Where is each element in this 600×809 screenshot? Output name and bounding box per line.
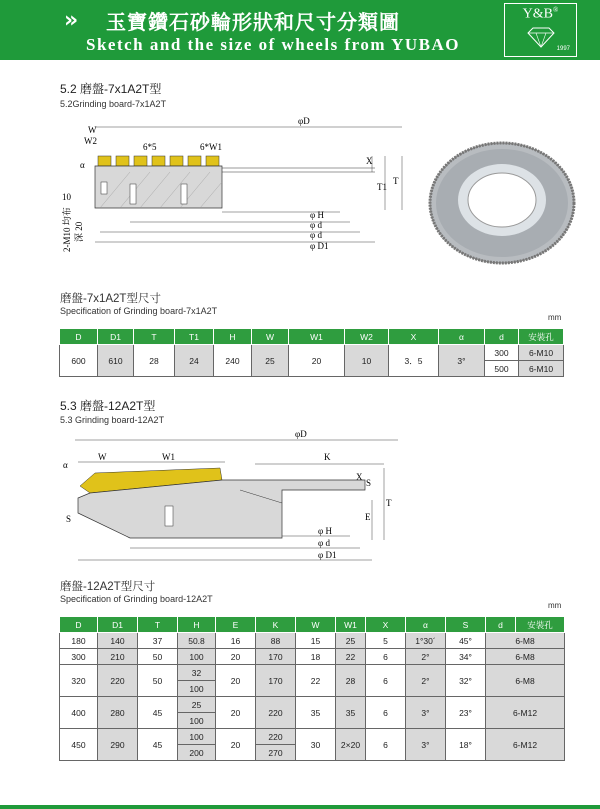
table2-unit: mm bbox=[548, 601, 562, 610]
footer-bar bbox=[0, 805, 600, 809]
table-row bbox=[60, 665, 565, 681]
logo-text: Y&B bbox=[522, 6, 553, 22]
table1-header: W bbox=[252, 329, 289, 345]
table2-header: W1 bbox=[336, 617, 366, 633]
drawing1-label-d1: φ d bbox=[310, 220, 322, 230]
table1-header: W1 bbox=[289, 329, 345, 345]
table-cell: 6-M12 bbox=[486, 697, 565, 729]
table-cell: 300 bbox=[485, 345, 519, 361]
table-cell: 270 bbox=[256, 745, 296, 761]
table-cell: 32 bbox=[178, 665, 216, 681]
table2-title: 磨盤-12A2T型尺寸 bbox=[60, 581, 156, 593]
table-cell: 30 bbox=[296, 729, 336, 761]
table-cell: 220 bbox=[256, 729, 296, 745]
page-title-chinese: 玉寶鑽石砂輪形狀和尺寸分類圖 bbox=[106, 10, 400, 34]
table-cell: 280 bbox=[98, 697, 138, 729]
drawing2-label-d: φ d bbox=[318, 538, 330, 548]
table2-header: α bbox=[406, 617, 446, 633]
table2-header: H bbox=[178, 617, 216, 633]
wheel-photo bbox=[422, 138, 582, 268]
drawing2-label-D1: φ D1 bbox=[318, 550, 337, 560]
table-row bbox=[60, 729, 565, 745]
table-cell: 240 bbox=[214, 345, 252, 377]
table-cell: 450 bbox=[60, 729, 98, 761]
drawing1-label-alpha: α bbox=[80, 160, 85, 170]
drawing1-label-D1: φ D1 bbox=[310, 241, 329, 251]
table1-header: T bbox=[134, 329, 175, 345]
drawing1-label-X: X bbox=[366, 156, 373, 166]
table-cell: 2° bbox=[406, 665, 446, 697]
table-cell: 35 bbox=[296, 697, 336, 729]
table-cell: 10 bbox=[345, 345, 389, 377]
table1-header: α bbox=[439, 329, 485, 345]
table1-header: X bbox=[389, 329, 439, 345]
table-cell: 37 bbox=[138, 633, 178, 649]
table-cell: 20 bbox=[289, 345, 345, 377]
table-cell: 2° bbox=[406, 649, 446, 665]
diamond-icon bbox=[526, 26, 556, 48]
table-cell: 6 bbox=[366, 649, 406, 665]
table-cell: 180 bbox=[60, 633, 98, 649]
table-cell: 220 bbox=[98, 665, 138, 697]
table-cell: 45° bbox=[446, 633, 486, 649]
table-cell: 6 bbox=[366, 697, 406, 729]
diamond-segments bbox=[98, 156, 219, 166]
table-cell: 600 bbox=[60, 345, 98, 377]
table-cell: 100 bbox=[178, 713, 216, 729]
drawing1-label-H: φ H bbox=[310, 210, 324, 220]
table-cell: 100 bbox=[178, 649, 216, 665]
drawing2-label-S-left: S bbox=[66, 514, 72, 524]
table-cell: 6 bbox=[366, 665, 406, 697]
table1-subtitle: Specification of Grinding board-7x1A2T bbox=[60, 306, 218, 316]
table-cell: 50.8 bbox=[178, 633, 216, 649]
table-cell: 210 bbox=[98, 649, 138, 665]
table-row bbox=[60, 345, 564, 361]
table1-header: D bbox=[60, 329, 98, 345]
table1-title: 磨盤-7x1A2T型尺寸 bbox=[60, 293, 161, 305]
page-header bbox=[0, 0, 600, 60]
table-cell: 3° bbox=[406, 697, 446, 729]
table-cell: 35 bbox=[336, 697, 366, 729]
table-cell: 6-M10 bbox=[519, 345, 564, 361]
table2-header: S bbox=[446, 617, 486, 633]
section-5-3-subtitle: 5.3 Grinding board-12A2T bbox=[60, 415, 165, 425]
table2-header-row bbox=[60, 617, 565, 633]
drawing2-label-E: E bbox=[365, 512, 371, 522]
table1-header: H bbox=[214, 329, 252, 345]
table-cell: 45 bbox=[138, 729, 178, 761]
table-cell: 25 bbox=[252, 345, 289, 377]
table1-header: 安裝孔 bbox=[519, 329, 564, 345]
table-cell: 170 bbox=[256, 649, 296, 665]
table-cell: 6-M12 bbox=[486, 729, 565, 761]
table-cell: 88 bbox=[256, 633, 296, 649]
drawing-12a2t bbox=[0, 428, 600, 578]
drawing1-label-T: T bbox=[393, 176, 399, 186]
table2-subtitle: Specification of Grinding board-12A2T bbox=[60, 594, 213, 604]
table2-header: W bbox=[296, 617, 336, 633]
drawing2-label-W: W bbox=[98, 452, 107, 462]
table-cell: 25 bbox=[336, 633, 366, 649]
table-cell: 610 bbox=[98, 345, 134, 377]
table-cell: 5 bbox=[366, 633, 406, 649]
table-cell: 200 bbox=[178, 745, 216, 761]
table1-header-row bbox=[60, 329, 564, 345]
drawing1-label-6x5: 6*5 bbox=[143, 142, 157, 152]
table-cell: 20 bbox=[216, 697, 256, 729]
drawing1-label-T1: T1 bbox=[377, 182, 387, 192]
table-cell: 15 bbox=[296, 633, 336, 649]
brand-logo bbox=[504, 3, 577, 57]
section-5-2-title: 5.2 磨盤-7x1A2T型 bbox=[60, 82, 162, 96]
table1-unit: mm bbox=[548, 313, 562, 322]
drawing1-label-depth: 深 20 bbox=[74, 221, 84, 242]
table-cell: 100 bbox=[178, 681, 216, 697]
spec-table-7x1a2t bbox=[59, 328, 564, 377]
table2-header: E bbox=[216, 617, 256, 633]
drawing1-label-6xW1: 6*W1 bbox=[200, 142, 222, 152]
table-cell: 22 bbox=[296, 665, 336, 697]
table-cell: 6 bbox=[366, 729, 406, 761]
drawing2-label-W1: W1 bbox=[162, 452, 175, 462]
section-5-2-subtitle: 5.2Grinding board-7x1A2T bbox=[60, 99, 167, 109]
drawing1-label-holes: 2-M10 均布 bbox=[62, 207, 72, 252]
drawing1-label-D: φD bbox=[298, 116, 310, 126]
table2-header: K bbox=[256, 617, 296, 633]
table2-header: T bbox=[138, 617, 178, 633]
table-cell: 18° bbox=[446, 729, 486, 761]
table-cell: 6-M8 bbox=[486, 665, 565, 697]
table-cell: 28 bbox=[134, 345, 175, 377]
table1-header: T1 bbox=[175, 329, 214, 345]
drawing2-label-H: φ H bbox=[318, 526, 332, 536]
table-row bbox=[60, 697, 565, 713]
spec-table-12a2t bbox=[59, 616, 565, 761]
table-cell: 1°30´ bbox=[406, 633, 446, 649]
table2-header: D bbox=[60, 617, 98, 633]
table2-header: 安裝孔 bbox=[516, 617, 565, 633]
registered-mark: ® bbox=[553, 6, 559, 14]
table1-header: D1 bbox=[98, 329, 134, 345]
table-row bbox=[60, 633, 565, 649]
table-cell: 45 bbox=[138, 697, 178, 729]
drawing2-label-T: T bbox=[386, 498, 392, 508]
table-cell: 3° bbox=[406, 729, 446, 761]
table2-header: D1 bbox=[98, 617, 138, 633]
table-cell: 290 bbox=[98, 729, 138, 761]
table-cell: 20 bbox=[216, 729, 256, 761]
table-cell: 170 bbox=[256, 665, 296, 697]
table2-header: d bbox=[486, 617, 516, 633]
table-cell: 6-M10 bbox=[519, 361, 564, 377]
table-row bbox=[60, 649, 565, 665]
table-cell: 400 bbox=[60, 697, 98, 729]
table-cell: 18 bbox=[296, 649, 336, 665]
drawing1-label-10: 10 bbox=[62, 192, 71, 202]
drawing2-label-K: K bbox=[324, 452, 331, 462]
table-cell: 3° bbox=[439, 345, 485, 377]
table-cell: 24 bbox=[175, 345, 214, 377]
section-5-3-title: 5.3 磨盤-12A2T型 bbox=[60, 399, 156, 413]
double-chevron-icon: » bbox=[64, 8, 75, 33]
table-cell: 23° bbox=[446, 697, 486, 729]
table-cell: 32° bbox=[446, 665, 486, 697]
table2-header: X bbox=[366, 617, 406, 633]
table-cell: 20 bbox=[216, 665, 256, 697]
table-cell: 320 bbox=[60, 665, 98, 697]
table-cell: 25 bbox=[178, 697, 216, 713]
table-cell: 28 bbox=[336, 665, 366, 697]
table-cell: 6-M8 bbox=[486, 649, 565, 665]
drawing2-label-S: S bbox=[366, 478, 372, 488]
table-cell: 20 bbox=[216, 649, 256, 665]
table-cell: 140 bbox=[98, 633, 138, 649]
table-cell: 100 bbox=[178, 729, 216, 745]
table-cell: 500 bbox=[485, 361, 519, 377]
logo-year: 1997 bbox=[556, 46, 570, 52]
table-cell: 220 bbox=[256, 697, 296, 729]
table1-header: d bbox=[485, 329, 519, 345]
page-title-english: Sketch and the size of wheels from YUBAO bbox=[86, 35, 461, 54]
drawing1-label-d2: φ d bbox=[310, 230, 322, 240]
drawing1-label-W: W bbox=[88, 125, 97, 135]
table-cell: 2×20 bbox=[336, 729, 366, 761]
table-cell: 3．5 bbox=[389, 345, 439, 377]
table-cell: 22 bbox=[336, 649, 366, 665]
table-cell: 34° bbox=[446, 649, 486, 665]
drawing1-label-W2: W2 bbox=[84, 136, 97, 146]
drawing2-label-X: X bbox=[356, 472, 363, 482]
table1-header: W2 bbox=[345, 329, 389, 345]
drawing2-label-alpha: α bbox=[63, 460, 68, 470]
table-cell: 16 bbox=[216, 633, 256, 649]
drawing2-label-D: φD bbox=[295, 429, 307, 439]
table-cell: 50 bbox=[138, 665, 178, 697]
table-cell: 50 bbox=[138, 649, 178, 665]
table-cell: 6-M8 bbox=[486, 633, 565, 649]
table-cell: 300 bbox=[60, 649, 98, 665]
